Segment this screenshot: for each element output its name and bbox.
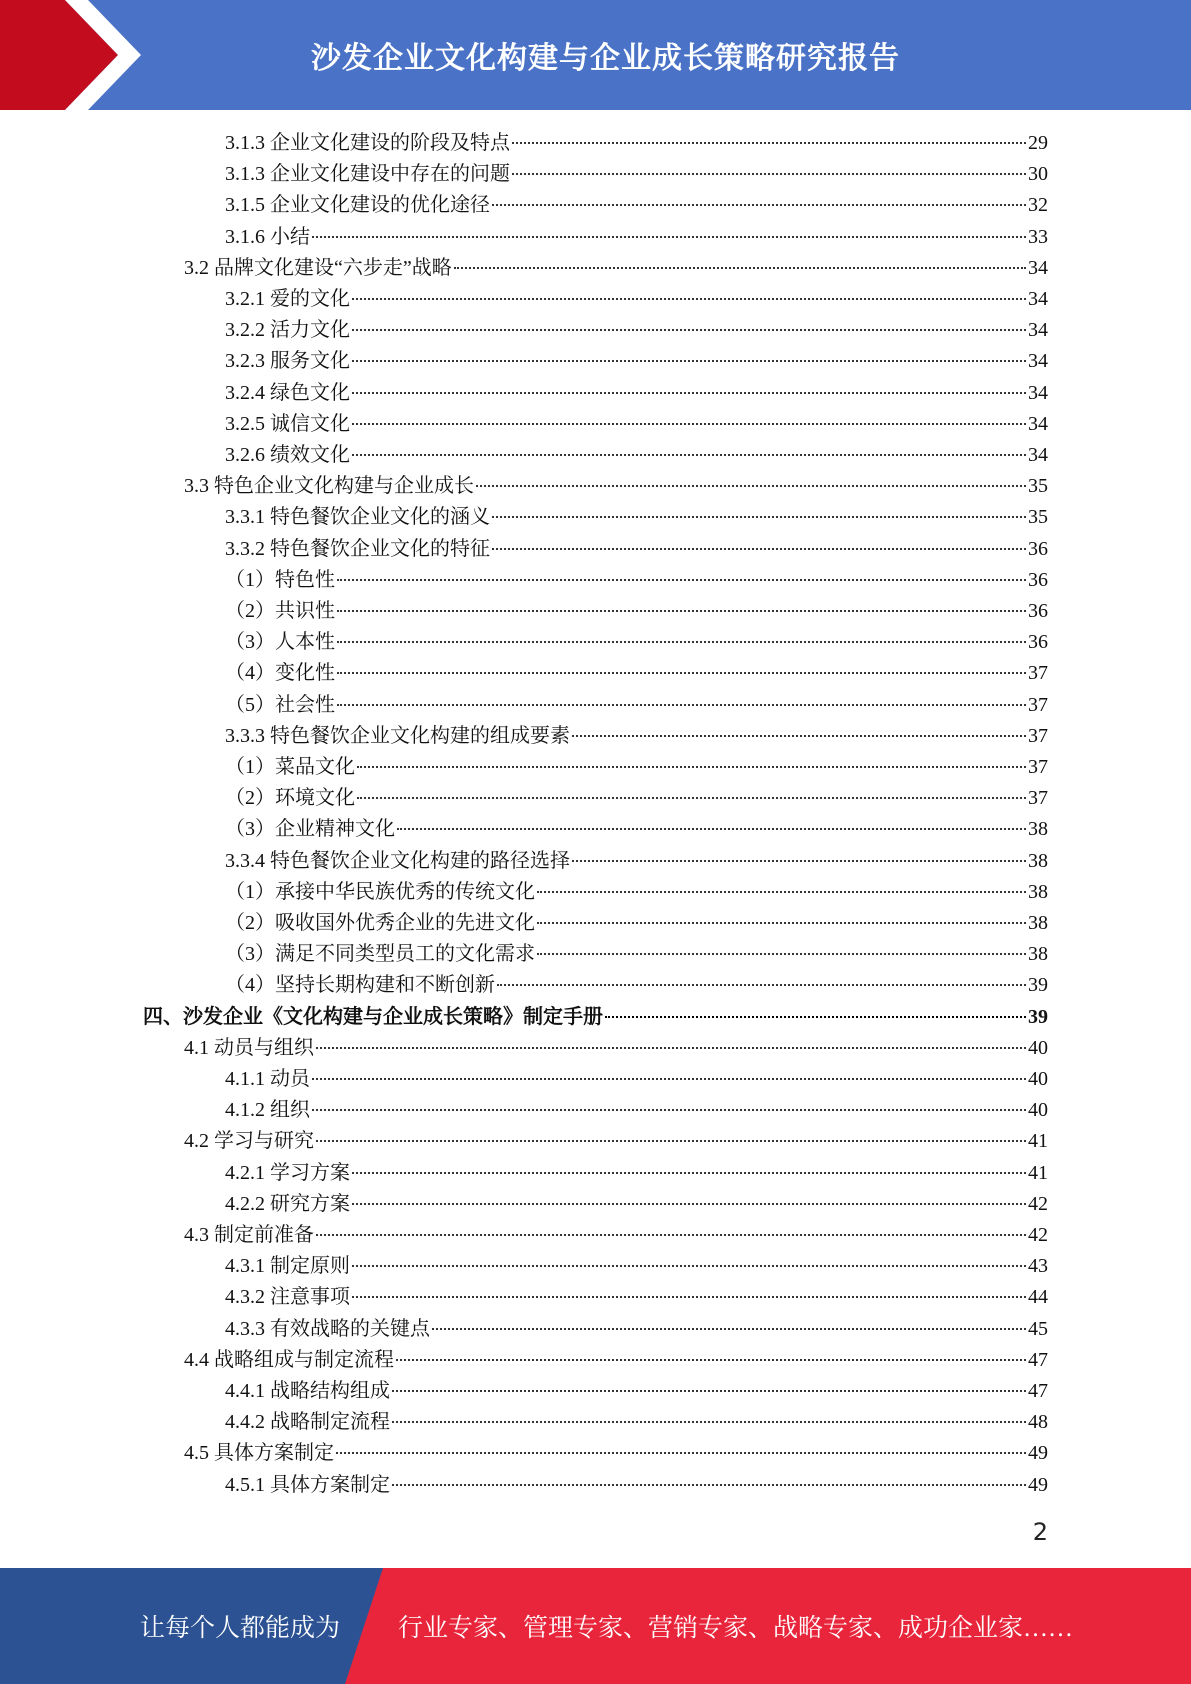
toc-entry-title: 4.2.1 学习方案 xyxy=(225,1161,350,1184)
toc-entry-page: 42 xyxy=(1028,1192,1048,1215)
toc-entry-title: （1）承接中华民族优秀的传统文化 xyxy=(225,880,535,903)
toc-dot-leader xyxy=(337,579,1026,581)
toc-entry[interactable] xyxy=(225,1189,1048,1220)
toc-entry-page: 40 xyxy=(1028,1099,1048,1122)
toc-dot-leader xyxy=(537,922,1026,924)
toc-dot-leader xyxy=(357,797,1026,799)
toc-entry[interactable] xyxy=(225,284,1048,315)
toc-dot-leader xyxy=(537,891,1026,893)
toc-entry-page: 38 xyxy=(1028,912,1048,934)
toc-entry[interactable] xyxy=(225,502,1048,533)
toc-entry-page: 37 xyxy=(1028,787,1048,810)
toc-entry[interactable] xyxy=(225,1251,1048,1282)
toc-entry-page: 44 xyxy=(1028,1286,1048,1309)
footer-slogan-left: 让每个人都能成为 xyxy=(140,1615,341,1642)
toc-dot-leader xyxy=(476,485,1026,487)
toc-entry-page: 37 xyxy=(1028,724,1048,747)
toc-entry-title: 3.2.6 绩效文化 xyxy=(225,444,350,466)
toc-entry[interactable] xyxy=(225,1314,1048,1345)
toc-entry-page: 36 xyxy=(1028,600,1048,622)
toc-entry[interactable] xyxy=(225,409,1048,440)
toc-entry-page: 32 xyxy=(1028,194,1048,217)
toc-entry-title: 3.2.3 服务文化 xyxy=(225,350,350,373)
toc-entry-title: 3.3.2 特色餐饮企业文化的特征 xyxy=(225,537,490,560)
toc-entry-title: （2）共识性 xyxy=(225,600,335,622)
toc-entry[interactable] xyxy=(225,1095,1048,1126)
footer-slogan-right: 行业专家、管理专家、营销专家、战略专家、成功企业家…… xyxy=(398,1615,1074,1642)
toc-dot-leader xyxy=(312,236,1026,238)
toc-dot-leader xyxy=(537,953,1026,955)
toc-entry[interactable] xyxy=(225,752,1048,783)
toc-entry-title: 3.2.5 诚信文化 xyxy=(225,412,350,435)
toc-entry-page: 47 xyxy=(1028,1348,1048,1371)
toc-dot-leader xyxy=(337,641,1026,643)
toc-entry-page: 41 xyxy=(1028,1130,1048,1153)
toc-entry-page: 34 xyxy=(1028,256,1048,279)
toc-entry-page: 38 xyxy=(1028,818,1048,841)
toc-entry-title: （1）菜品文化 xyxy=(225,756,355,778)
toc-entry[interactable] xyxy=(225,783,1048,814)
toc-entry-title: （2）吸收国外优秀企业的先进文化 xyxy=(225,912,535,934)
toc-entry-title: 3.2.4 绿色文化 xyxy=(225,381,350,404)
toc-entry-title: （3）人本性 xyxy=(225,631,335,654)
toc-dot-leader xyxy=(316,1234,1026,1236)
toc-dot-leader xyxy=(497,984,1026,986)
toc-dot-leader xyxy=(392,1421,1026,1423)
toc-entry-page: 49 xyxy=(1028,1473,1048,1496)
toc-entry[interactable] xyxy=(225,190,1048,221)
toc-entry-title: （4）坚持长期构建和不断创新 xyxy=(225,974,495,997)
toc-entry-title: （2）环境文化 xyxy=(225,787,355,810)
toc-entry[interactable] xyxy=(184,471,1048,502)
toc-dot-leader xyxy=(572,860,1026,862)
toc-entry[interactable] xyxy=(225,565,1048,596)
toc-dot-leader xyxy=(352,298,1026,300)
toc-entry-title: 4.3.2 注意事项 xyxy=(225,1286,350,1309)
toc-dot-leader xyxy=(352,454,1026,456)
toc-entry[interactable] xyxy=(225,1282,1048,1313)
toc-entry[interactable] xyxy=(225,970,1048,1001)
toc-dot-leader xyxy=(396,1359,1026,1361)
toc-entry-title: 3.1.6 小结 xyxy=(225,225,310,248)
toc-entry[interactable] xyxy=(184,1033,1048,1064)
toc-entry-title: （5）社会性 xyxy=(225,693,335,716)
toc-entry-page: 37 xyxy=(1028,662,1048,685)
toc-entry-page: 37 xyxy=(1028,756,1048,778)
toc-entry-title: （3）满足不同类型员工的文化需求 xyxy=(225,943,535,966)
toc-entry[interactable] xyxy=(225,1064,1048,1095)
toc-entry-title: 4.2 学习与研究 xyxy=(184,1130,314,1153)
toc-entry[interactable] xyxy=(225,1158,1048,1189)
toc-entry-title: 4.1.2 组织 xyxy=(225,1099,310,1122)
toc-entry[interactable] xyxy=(225,346,1048,377)
toc-entry-title: 3.3.1 特色餐饮企业文化的涵义 xyxy=(225,506,490,529)
toc-dot-leader xyxy=(432,1328,1026,1330)
toc-dot-leader xyxy=(352,1296,1026,1298)
toc-entry[interactable] xyxy=(225,596,1048,627)
toc-dot-leader xyxy=(352,1265,1026,1267)
toc-entry-page: 38 xyxy=(1028,943,1048,966)
toc-dot-leader xyxy=(352,1172,1026,1174)
toc-dot-leader xyxy=(605,1016,1026,1018)
toc-entry-page: 39 xyxy=(1028,1005,1048,1028)
toc-dot-leader xyxy=(352,1203,1026,1205)
toc-entry-title: 4.3.1 制定原则 xyxy=(225,1255,350,1278)
toc-dot-leader xyxy=(337,610,1026,612)
toc-entry-title: 4.3.3 有效战略的关键点 xyxy=(225,1317,430,1340)
toc-dot-leader xyxy=(357,766,1026,768)
toc-entry[interactable] xyxy=(225,1407,1048,1438)
red-chevron-icon xyxy=(0,0,170,110)
toc-entry-page: 29 xyxy=(1028,132,1048,154)
toc-entry-page: 42 xyxy=(1028,1224,1048,1246)
toc-entry-page: 39 xyxy=(1028,974,1048,997)
toc-entry-title: 3.1.3 企业文化建设中存在的问题 xyxy=(225,163,510,186)
toc-entry-page: 38 xyxy=(1028,880,1048,903)
toc-entry-page: 36 xyxy=(1028,568,1048,591)
toc-entry[interactable] xyxy=(184,1126,1048,1157)
toc-dot-leader xyxy=(392,1390,1026,1392)
toc-entry[interactable] xyxy=(225,627,1048,658)
toc-entry-page: 49 xyxy=(1028,1442,1048,1465)
toc-entry-page: 33 xyxy=(1028,225,1048,248)
toc-entry[interactable] xyxy=(225,534,1048,565)
toc-entry[interactable] xyxy=(184,1438,1048,1469)
toc-entry-page: 34 xyxy=(1028,381,1048,404)
toc-entry-page: 45 xyxy=(1028,1317,1048,1340)
toc-entry[interactable] xyxy=(225,159,1048,190)
toc-entry-title: 3.3.3 特色餐饮企业文化构建的组成要素 xyxy=(225,724,570,747)
toc-entry-title: 4.1 动员与组织 xyxy=(184,1036,314,1059)
toc-entry[interactable] xyxy=(225,378,1048,409)
toc-dot-leader xyxy=(352,360,1026,362)
toc-entry-title: 4.4 战略组成与制定流程 xyxy=(184,1348,394,1371)
toc-entry-title: 3.1.5 企业文化建设的优化途径 xyxy=(225,194,490,217)
toc-entry[interactable] xyxy=(225,814,1048,845)
toc-entry-page: 36 xyxy=(1028,631,1048,654)
toc-entry[interactable] xyxy=(225,658,1048,689)
toc-dot-leader xyxy=(336,1452,1026,1454)
toc-entry[interactable] xyxy=(143,1002,1048,1033)
toc-entry-title: 4.4.1 战略结构组成 xyxy=(225,1380,390,1402)
toc-dot-leader xyxy=(492,204,1026,206)
toc-dot-leader xyxy=(352,329,1026,331)
toc-dot-leader xyxy=(352,423,1026,425)
toc-entry[interactable] xyxy=(225,222,1048,253)
toc-entry-title: （4）变化性 xyxy=(225,662,335,685)
toc-dot-leader xyxy=(492,548,1026,550)
toc-dot-leader xyxy=(492,516,1026,518)
toc-entry-title: 3.3 特色企业文化构建与企业成长 xyxy=(184,475,474,498)
toc-entry-title: 3.2 品牌文化建设“六步走”战略 xyxy=(184,256,452,279)
toc-entry-page: 35 xyxy=(1028,506,1048,529)
toc-entry-page: 40 xyxy=(1028,1036,1048,1059)
toc-entry-page: 37 xyxy=(1028,693,1048,716)
toc-entry-page: 34 xyxy=(1028,350,1048,373)
toc-entry[interactable] xyxy=(225,315,1048,346)
toc-dot-leader xyxy=(312,1078,1026,1080)
toc-entry[interactable] xyxy=(225,846,1048,877)
toc-dot-leader xyxy=(572,735,1026,737)
toc-entry-page: 35 xyxy=(1028,475,1048,498)
toc-entry[interactable] xyxy=(184,253,1048,284)
toc-entry-page: 47 xyxy=(1028,1380,1048,1402)
toc-entry-title: 4.4.2 战略制定流程 xyxy=(225,1411,390,1434)
toc-entry-page: 34 xyxy=(1028,444,1048,466)
toc-dot-leader xyxy=(454,267,1026,269)
toc-entry-title: 四、沙发企业《文化构建与企业成长策略》制定手册 xyxy=(143,1005,603,1028)
toc-entry-page: 30 xyxy=(1028,163,1048,186)
toc-dot-leader xyxy=(512,142,1026,144)
toc-entry-page: 43 xyxy=(1028,1255,1048,1278)
toc-entry-title: 4.3 制定前准备 xyxy=(184,1224,314,1246)
toc-entry-title: 3.2.1 爱的文化 xyxy=(225,288,350,310)
toc-dot-leader xyxy=(512,173,1026,175)
toc-entry-page: 34 xyxy=(1028,288,1048,310)
toc-entry-title: 3.1.3 企业文化建设的阶段及特点 xyxy=(225,132,510,154)
toc-dot-leader xyxy=(352,392,1026,394)
toc-entry-title: 3.3.4 特色餐饮企业文化构建的路径选择 xyxy=(225,849,570,872)
toc-entry[interactable] xyxy=(225,1376,1048,1407)
toc-entry-title: 4.2.2 研究方案 xyxy=(225,1192,350,1215)
toc-entry[interactable] xyxy=(225,908,1048,939)
toc-dot-leader xyxy=(397,828,1026,830)
toc-entry-title: 4.1.1 动员 xyxy=(225,1068,310,1090)
toc-entry-title: 3.2.2 活力文化 xyxy=(225,319,350,342)
toc-entry[interactable] xyxy=(225,440,1048,471)
toc-entry-title: 4.5.1 具体方案制定 xyxy=(225,1473,390,1496)
toc-dot-leader xyxy=(316,1047,1026,1049)
toc-dot-leader xyxy=(316,1140,1026,1142)
toc-entry-page: 48 xyxy=(1028,1411,1048,1434)
toc-entry[interactable] xyxy=(225,939,1048,970)
report-title: 沙发企业文化构建与企业成长策略研究报告 xyxy=(311,41,900,76)
toc-entry[interactable] xyxy=(225,690,1048,721)
toc-entry-title: （3）企业精神文化 xyxy=(225,818,395,841)
toc-dot-leader xyxy=(392,1484,1026,1486)
toc-dot-leader xyxy=(312,1109,1026,1111)
footer-banner xyxy=(0,1568,1191,1684)
header-banner xyxy=(0,0,1191,110)
toc-entry-page: 34 xyxy=(1028,412,1048,435)
toc-entry-page: 36 xyxy=(1028,537,1048,560)
toc-entry[interactable] xyxy=(225,1470,1048,1501)
page-number: 2 xyxy=(1032,1518,1048,1546)
toc-entry[interactable] xyxy=(184,1345,1048,1376)
toc-dot-leader xyxy=(337,704,1026,706)
toc-entry-page: 40 xyxy=(1028,1068,1048,1090)
toc-dot-leader xyxy=(337,672,1026,674)
toc-entry-page: 41 xyxy=(1028,1161,1048,1184)
toc-entry-title: 4.5 具体方案制定 xyxy=(184,1442,334,1465)
toc-entry-page: 34 xyxy=(1028,319,1048,342)
toc-entry-page: 38 xyxy=(1028,849,1048,872)
toc-entry[interactable] xyxy=(184,1220,1048,1251)
toc-entry[interactable] xyxy=(225,128,1048,159)
toc-entry[interactable] xyxy=(225,877,1048,908)
toc-entry[interactable] xyxy=(225,721,1048,752)
toc-entry-title: （1）特色性 xyxy=(225,568,335,591)
